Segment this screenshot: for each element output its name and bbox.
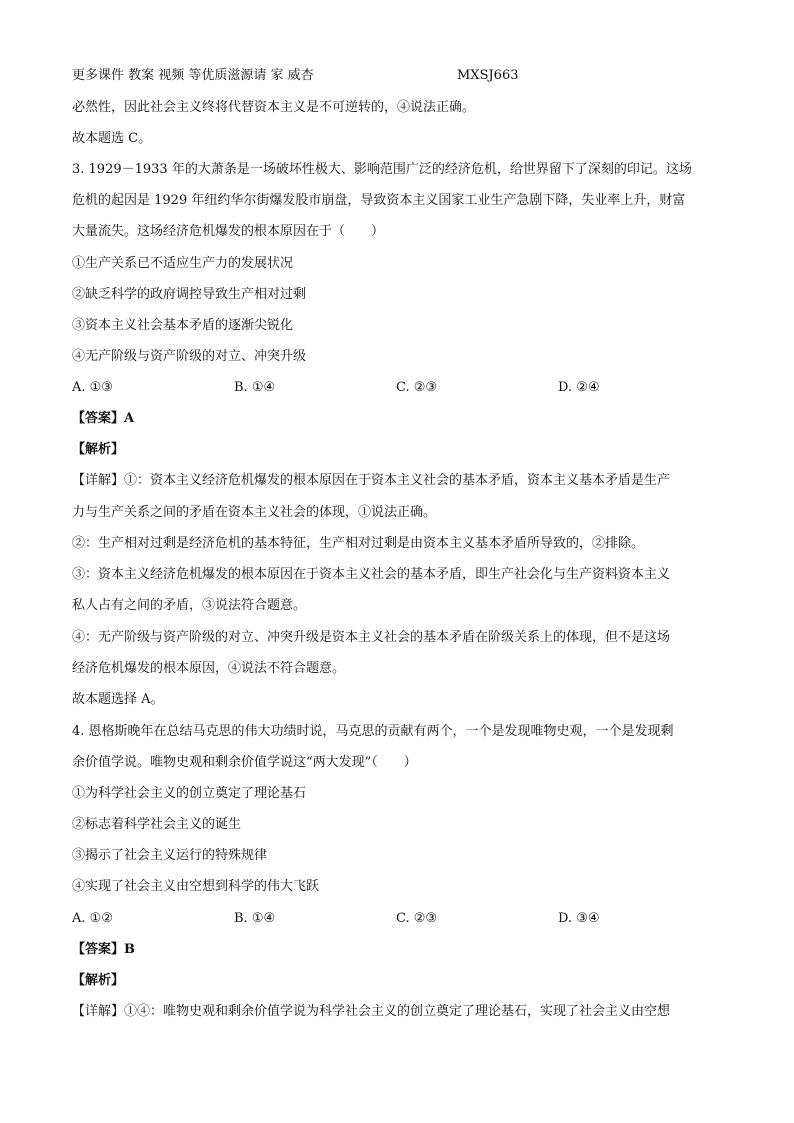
prev-analysis-line: 必然性，因此社会主义终将代替资本主义是不可逆转的，④说法正确。 [72,100,476,115]
q3-detail-line: ②：生产相对过剩是经济危机的基本特征，生产相对过剩是由资本主义基本矛盾所导致的，②排除。 [72,536,645,551]
q3-option-d: D. ②④ [558,380,600,395]
q4-stem-line: 余价值学说。唯物史观和剩余价值学说这“两大发现”（ ） [72,755,417,770]
prev-conclusion: 故本题选 C。 [72,131,152,146]
q3-option-c: C. ②③ [396,380,438,395]
header-code: MXSJ663 [457,68,519,83]
q3-item: ③资本主义社会基本矛盾的逐渐尖锐化 [72,318,294,333]
q3-detail-line: 【详解】①：资本主义经济危机爆发的根本原因在于资本主义社会的基本矛盾，资本主义基本矛盾是生产 [72,473,671,488]
q3-options [72,378,734,398]
q4-option-b: B. ①④ [234,911,276,926]
q3-stem-line: 危机的起因是 1929 年纽约华尔街爆发股市崩盘，导致资本主义国家工业生产急剧下降，失业率上升，财富 [72,193,686,208]
q3-item: ④无产阶级与资产阶级的对立、冲突升级 [72,349,307,364]
q4-option-c: C. ②③ [396,911,438,926]
q4-stem-line: 4. 恩格斯晚年在总结马克思的伟大功绩时说，马克思的贡献有两个，一个是发现唯物史观，一个是发现剩 [72,724,674,739]
q3-stem-line: 3. 1929－1933 年的大萧条是一场破坏性极大、影响范围广泛的经济危机，给世界留下了深刻的印记。这场 [72,162,692,177]
q3-answer: 【答案】A [72,411,135,426]
q3-detail-line: ③：资本主义经济危机爆发的根本原因在于资本主义社会的基本矛盾，即生产社会化与生产资料资本主义 [72,567,671,582]
q3-option-b: B. ①④ [234,380,276,395]
q3-detail-line: ④：无产阶级与资产阶级的对立、冲突升级是资本主义社会的基本矛盾在阶级关系上的体现，但不是这场 [72,630,671,645]
q3-option-a: A. ①③ [72,380,113,395]
header-text: 更多课件 教案 视频 等优质滋源请 家 威杏 [72,68,314,83]
q4-answer: 【答案】B [72,942,135,957]
q4-item: ①为科学社会主义的创立奠定了理论基石 [72,786,307,801]
q3-detail-line: 经济危机爆发的根本原因，④说法不符合题意。 [72,661,346,676]
page-header [72,66,734,86]
q3-detail-line: 私人占有之间的矛盾，③说法符合题意。 [72,598,307,613]
q3-stem-line: 大量流失。这场经济危机爆发的根本原因在于（ ） [72,224,385,239]
q4-option-a: A. ①② [72,911,113,926]
q4-options [72,909,734,929]
q4-analysis-label: 【解析】 [72,973,125,988]
q4-item: ②标志着科学社会主义的诞生 [72,817,242,832]
q4-item: ③揭示了社会主义运行的特殊规律 [72,848,268,863]
q4-item: ④实现了社会主义由空想到科学的伟大飞跃 [72,879,320,894]
q3-item: ②缺乏科学的政府调控导致生产相对过剩 [72,287,307,302]
q3-item: ①生产关系已不适应生产力的发展状况 [72,256,294,271]
q3-detail-line: 力与生产关系之间的矛盾在资本主义社会的体现，①说法正确。 [72,505,437,520]
q3-conclusion: 故本题选择 A。 [72,692,164,707]
q4-detail-line: 【详解】①④：唯物史观和剩余价值学说为科学社会主义的创立奠定了理论基石，实现了社会主义由空想 [72,1004,671,1019]
q4-option-d: D. ③④ [558,911,600,926]
q3-analysis-label: 【解析】 [72,442,125,457]
